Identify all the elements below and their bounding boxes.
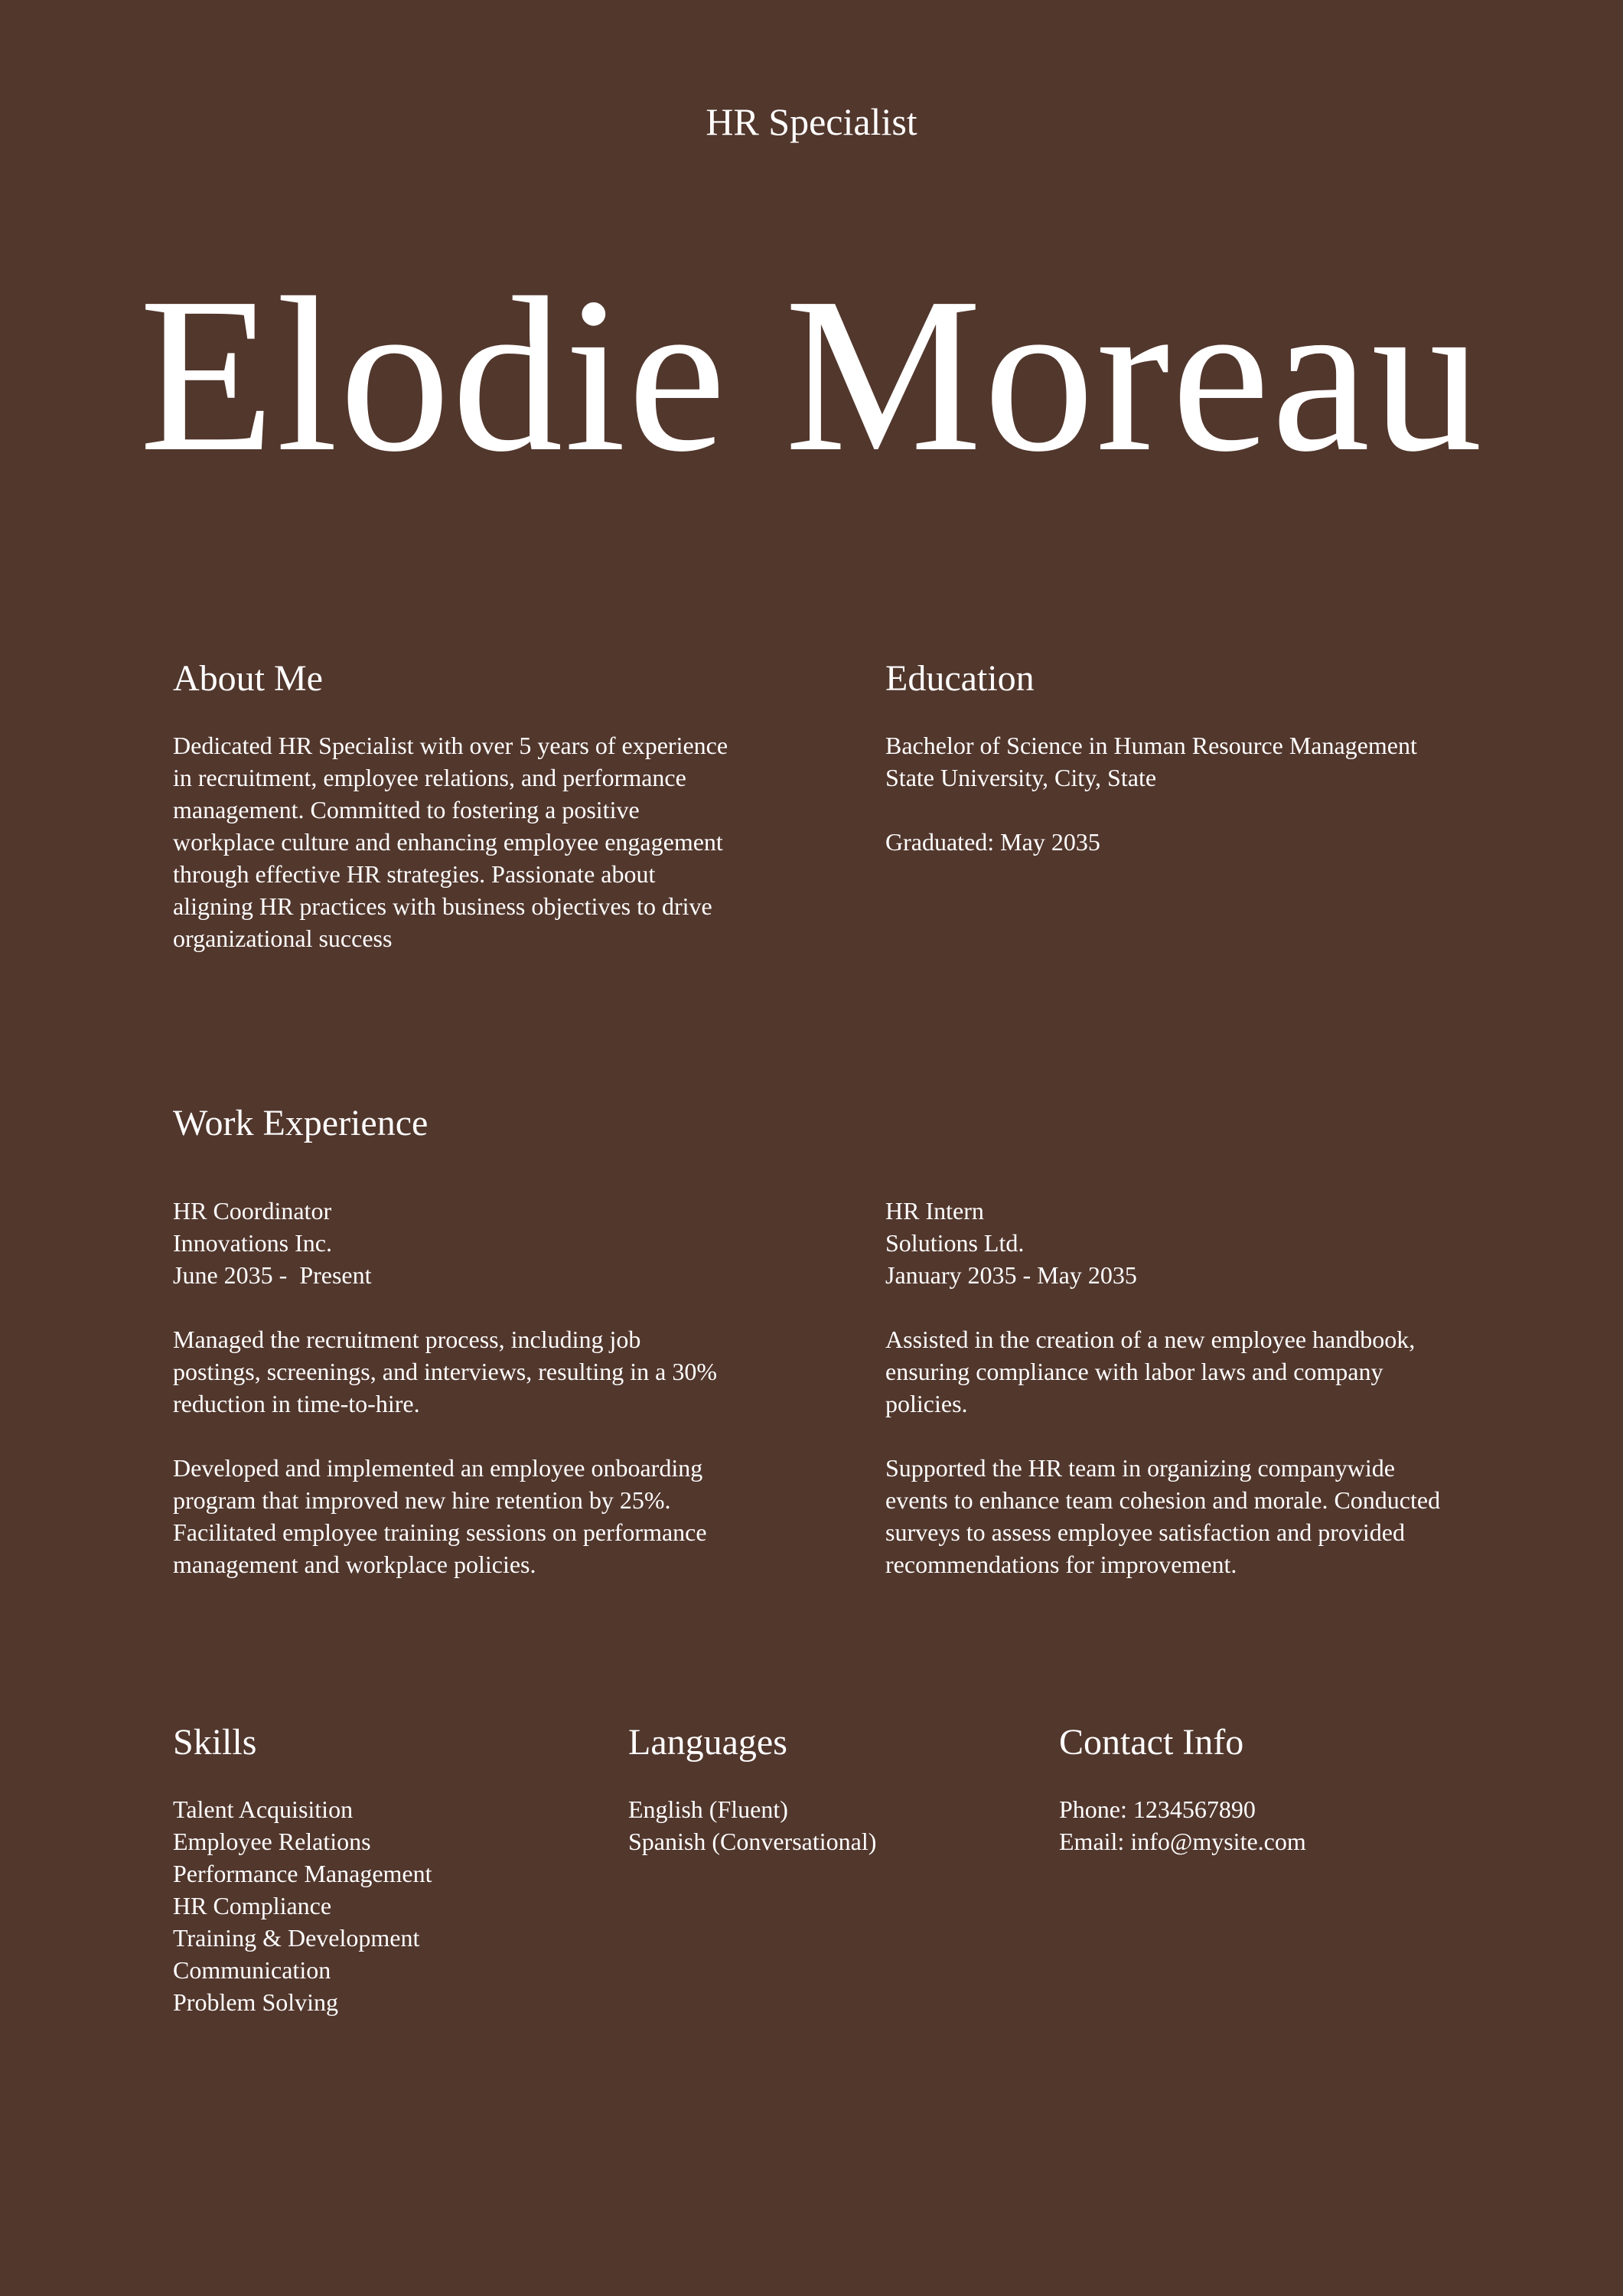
job-title-text: HR Coordinator — [173, 1197, 332, 1225]
job-company: Innovations Inc. — [173, 1229, 332, 1257]
about-heading: About Me — [173, 658, 323, 699]
skill-item: Performance Management — [173, 1860, 432, 1887]
contact-phone: Phone: 1234567890 — [1059, 1795, 1256, 1823]
skill-item: Employee Relations — [173, 1828, 371, 1855]
skills-section — [173, 1720, 571, 2018]
job-entry — [173, 1195, 732, 1580]
education-degree: Bachelor of Science in Human Resource Management — [885, 732, 1417, 759]
education-graduated: Graduated: May 2035 — [885, 828, 1100, 856]
job-dates: January 2035 - May 2035 — [885, 1261, 1137, 1289]
job-title-text: HR Intern — [885, 1197, 984, 1225]
language-item: Spanish (Conversational) — [628, 1828, 877, 1855]
skills-heading: Skills — [173, 1722, 257, 1763]
work-heading: Work Experience — [173, 1103, 429, 1143]
skill-item: Training & Development — [173, 1924, 420, 1952]
about-section — [173, 656, 732, 954]
job-description: Assisted in the creation of a new employee handbook, ensuring compliance with labor laws and company policies. — [885, 1326, 1416, 1417]
education-heading: Education — [885, 658, 1035, 699]
contact-section — [1059, 1720, 1518, 1857]
skill-item: Problem Solving — [173, 1988, 339, 2016]
candidate-name: Elodie Moreau — [139, 252, 1484, 497]
job-description: Supported the HR team in organizing companywide events to enhance team cohesion and morale. Conducted surveys to assess employee satisfaction and provided recommendations for improvement. — [885, 1454, 1441, 1578]
contact-email: Email: info@mysite.com — [1059, 1828, 1306, 1855]
education-section — [885, 656, 1498, 858]
job-title: HR Specialist — [706, 100, 917, 143]
job-dates: June 2035 - Present — [173, 1261, 372, 1289]
languages-section — [628, 1720, 1011, 1857]
job-description: Managed the recruitment process, including job postings, screenings, and interviews, resulting in a 30% reduction in time-to-hire. — [173, 1326, 717, 1417]
education-school: State University, City, State — [885, 764, 1157, 791]
about-text: Dedicated HR Specialist with over 5 years of experience in recruitment, employee relations, and performance management. Committed to fostering a positive workplace culture and enhancing employee engagement through effective HR strategies. Passionate about aligning HR practices with business objectives to drive organizational success — [173, 732, 728, 952]
skill-item: Communication — [173, 1956, 331, 1984]
contact-heading: Contact Info — [1059, 1722, 1244, 1763]
job-description: Developed and implemented an employee onboarding program that improved new hire retention by 25%. Facilitated employee training sessions on performance management and workplace policies. — [173, 1454, 707, 1578]
language-item: English (Fluent) — [628, 1795, 788, 1823]
job-company: Solutions Ltd. — [885, 1229, 1025, 1257]
job-entry — [885, 1195, 1452, 1580]
skill-item: Talent Acquisition — [173, 1795, 354, 1823]
skill-item: HR Compliance — [173, 1892, 332, 1919]
work-section — [173, 1101, 428, 1146]
languages-heading: Languages — [628, 1722, 787, 1763]
